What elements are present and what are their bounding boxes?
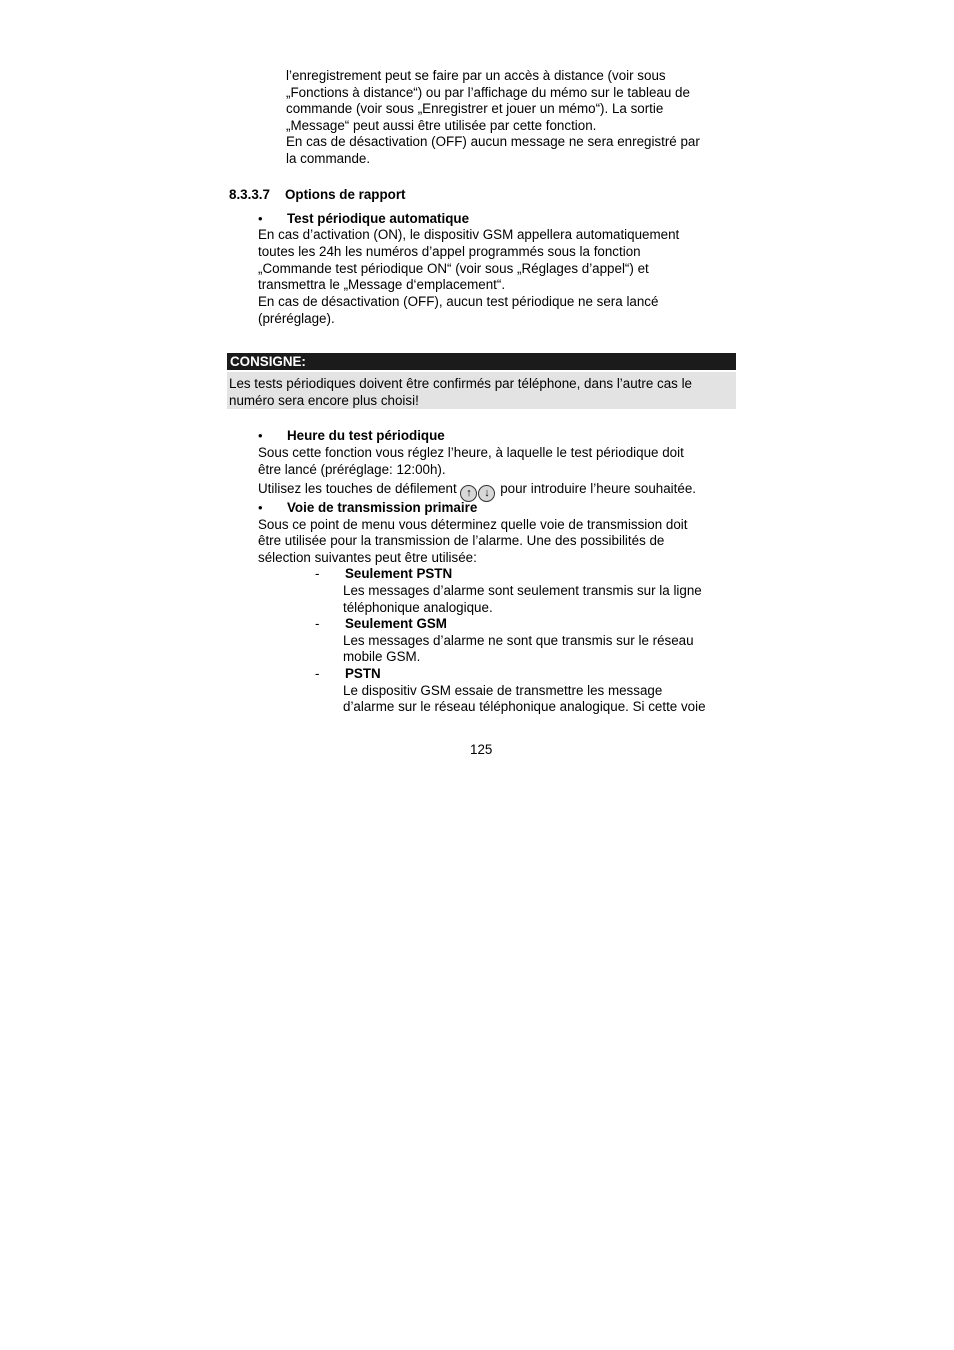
test-periodique-line: „Commande test périodique ON“ (voir sous „Réglages d’appel“) et xyxy=(258,261,649,276)
intro-line: En cas de désactivation (OFF) aucun message ne sera enregistré par xyxy=(286,134,700,149)
bullet: • xyxy=(258,428,263,443)
scroll-keys-line xyxy=(258,481,696,502)
consigne-body xyxy=(227,372,736,409)
consigne-header xyxy=(227,353,736,370)
heure-test-line: Sous cette fonction vous réglez l’heure, à laquelle le test périodique doit xyxy=(258,445,684,460)
consigne-line: Les tests périodiques doivent être confirmés par téléphone, dans l’autre cas le xyxy=(229,376,692,391)
test-periodique-line: transmettra le „Message d‘emplacement“. xyxy=(258,277,506,292)
option-line: Les messages d’alarme sont seulement transmis sur la ligne xyxy=(343,583,702,598)
option-line: mobile GSM. xyxy=(343,649,421,664)
test-periodique-line: En cas de désactivation (OFF), aucun test périodique ne sera lancé xyxy=(258,294,659,309)
option-dash: - xyxy=(315,666,320,681)
option-title: Seulement PSTN xyxy=(345,566,453,581)
intro-line: commande (voir sous „Enregistrer et jouer un mémo“). La sortie xyxy=(286,101,664,116)
option-title: Seulement GSM xyxy=(345,616,447,631)
intro-line: „Fonctions à distance“) ou par l’affichage du mémo sur le tableau de xyxy=(286,85,690,100)
bullet: • xyxy=(258,211,263,226)
intro-line: l’enregistrement peut se faire par un accès à distance (voir sous xyxy=(286,68,666,83)
option-title: PSTN xyxy=(345,666,381,681)
heure-test-line: être lancé (préréglage: 12:00h). xyxy=(258,462,446,477)
consigne-label: CONSIGNE: xyxy=(230,354,306,369)
arrow-up-icon: ↑ xyxy=(460,485,477,502)
intro-line: „Message“ peut aussi être utilisée par cette fonction. xyxy=(286,118,597,133)
arrow-down-icon: ↓ xyxy=(478,485,495,502)
voie-line: Sous ce point de menu vous déterminez quelle voie de transmission doit xyxy=(258,517,688,532)
voie-line: sélection suivantes peut être utilisée: xyxy=(258,550,477,565)
intro-line: la commande. xyxy=(286,151,371,166)
option-line: d’alarme sur le réseau téléphonique analogique. Si cette voie xyxy=(343,699,706,714)
option-dash: - xyxy=(315,616,320,631)
section-title: Options de rapport xyxy=(285,187,406,202)
bullet: • xyxy=(258,500,263,515)
scroll-keys-text-before: Utilisez les touches de défilement xyxy=(258,481,457,496)
scroll-keys-text-after: pour introduire l’heure souhaitée. xyxy=(500,481,696,496)
voie-line: être utilisée pour la transmission de l’alarme. Une des possibilités de xyxy=(258,533,665,548)
option-line: Le dispositiv GSM essaie de transmettre les message xyxy=(343,683,663,698)
consigne-line: numéro sera encore plus choisi! xyxy=(229,393,419,408)
option-line: téléphonique analogique. xyxy=(343,600,493,615)
heure-test-title: Heure du test périodique xyxy=(287,428,445,443)
section-number: 8.3.3.7 xyxy=(229,187,270,202)
test-periodique-line: En cas d’activation (ON), le dispositiv GSM appellera automatiquement xyxy=(258,227,680,242)
test-periodique-title: Test périodique automatique xyxy=(287,211,470,226)
option-line: Les messages d’alarme ne sont que transmis sur le réseau xyxy=(343,633,694,648)
test-periodique-line: (préréglage). xyxy=(258,311,335,326)
test-periodique-line: toutes les 24h les numéros d’appel programmés sous la fonction xyxy=(258,244,641,259)
option-dash: - xyxy=(315,566,320,581)
page-number: 125 xyxy=(470,742,493,757)
voie-title: Voie de transmission primaire xyxy=(287,500,478,515)
